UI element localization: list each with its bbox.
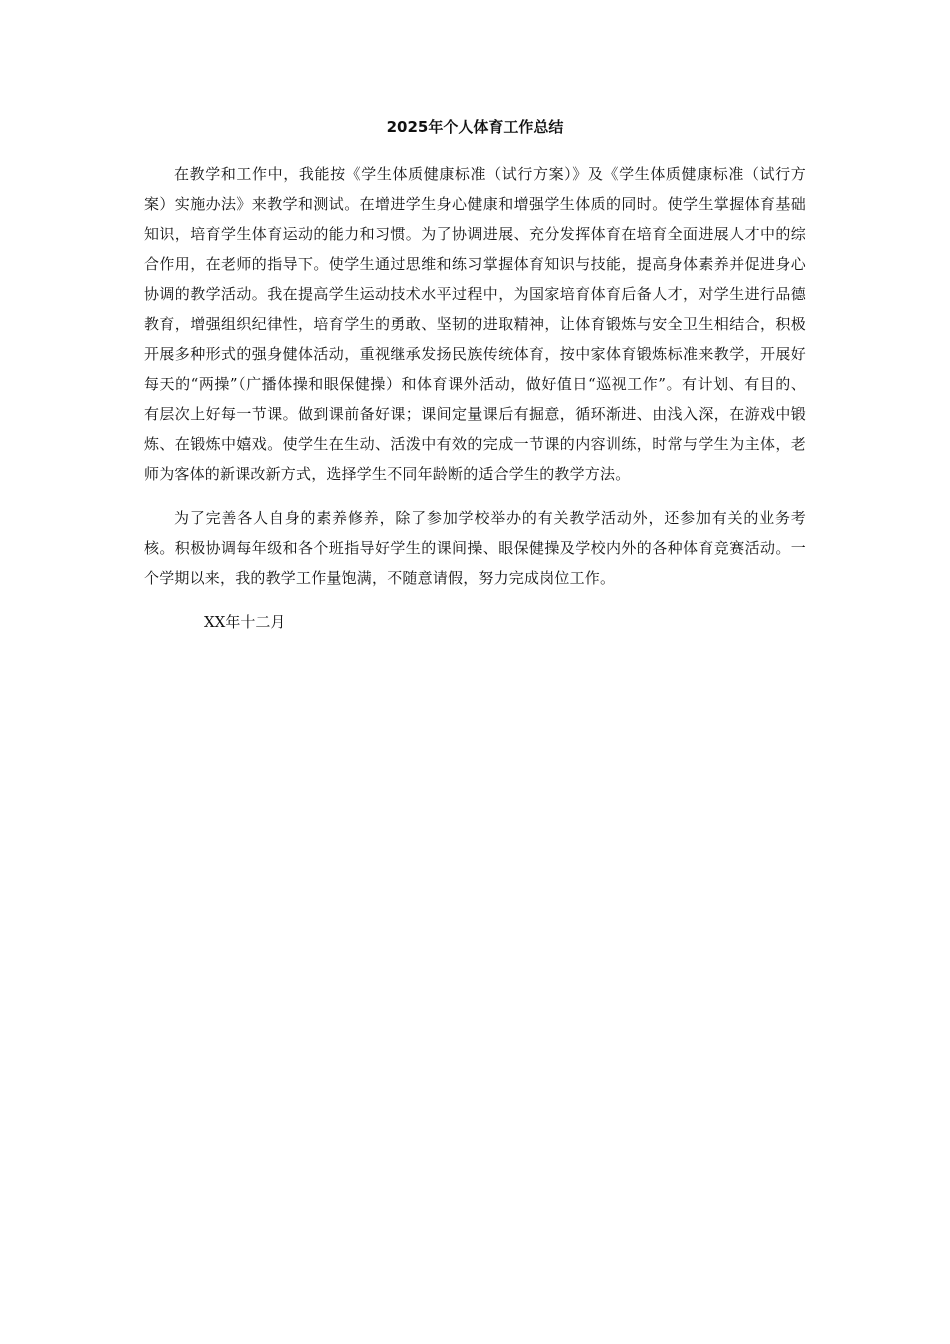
document-title: 2025年个人体育工作总结 <box>386 118 564 136</box>
document-date: XX年十二月 <box>204 613 286 631</box>
paragraph-2: 为了完善各人自身的素养修养，除了参加学校举办的有关教学活动外，还参加有关的业务考核。积极协调每年级和各个班指导好学生的课间操、眼保健操及学校内外的各种体育竞赛活动。一个学期以来，我的教学工作量饱满，不随意请假，努力完成岗位工作。 <box>144 509 806 587</box>
document-body <box>144 113 806 637</box>
paragraph-1: 在教学和工作中，我能按《学生体质健康标准（试行方案）》及《学生体质健康标准（试行方案）实施办法》来教学和测试。在增进学生身心健康和增强学生体质的同时。使学生掌握体育基础知识，培育学生体育运动的能力和习惯。为了协调进展、充分发挥体育在培育全面进展人才中的综合作用，在老师的指导下。使学生通过思维和练习掌握体育知识与技能，提高身体素养并促进身心协调的教学活动。我在提高学生运动技术水平过程中，为国家培育体育后备人才，对学生进行品德教育，增强组织纪律性，培育学生的勇敢、坚韧的进取精神，让体育锻炼与安全卫生相结合，积极开展多种形式的强身健体活动，重视继承发扬民族传统体育，按中家体育锻炼标准来教学，开展好每天的“两操”（广播体操和眼保健操）和体育课外活动，做好值日“巡视工作”。有计划、有目的、有层次上好每一节课。做到课前备好课；课间定量课后有掘意，循环渐进、由浅入深，在游戏中锻炼、在锻炼中嬉戏。使学生在生动、活泼中有效的完成一节课的内容训练，时常与学生为主体，老师为客体的新课改新方式，选择学生不同年龄断的适合学生的教学方法。 <box>144 165 806 483</box>
